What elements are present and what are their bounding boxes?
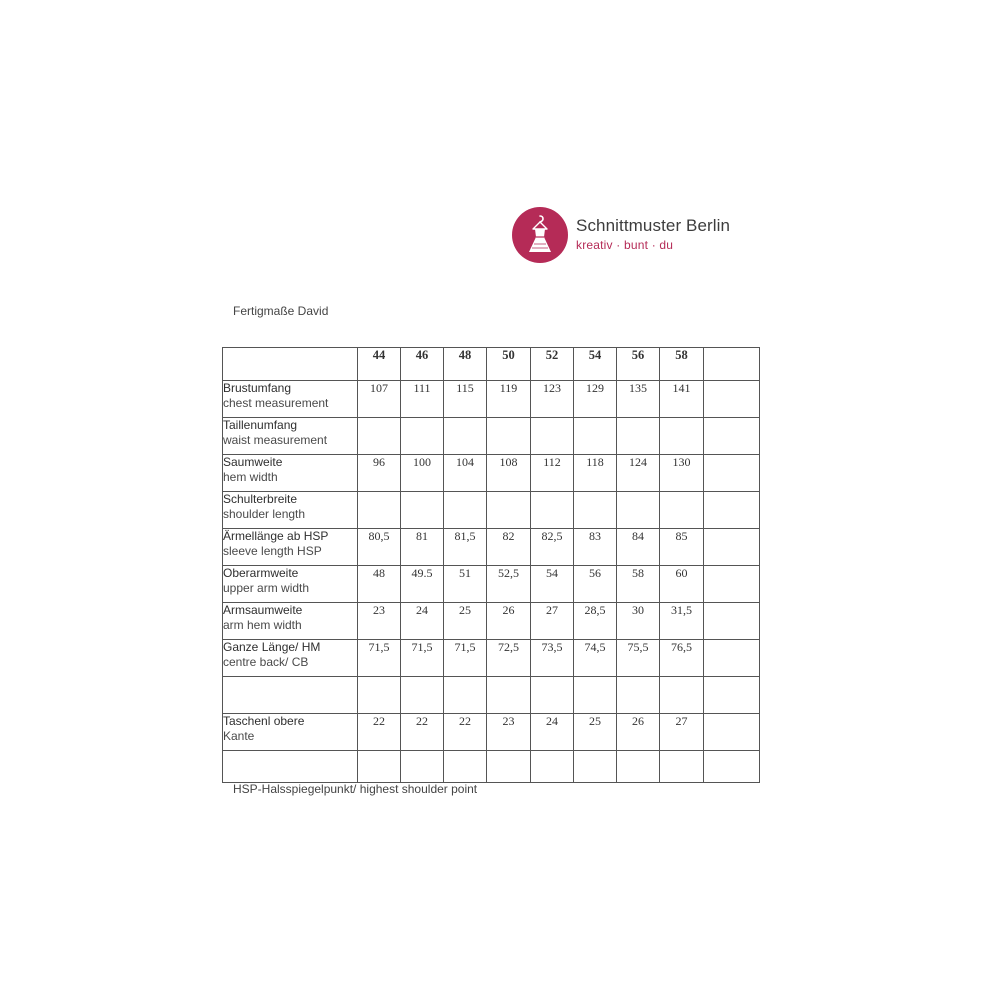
size-header-cell: 52: [531, 348, 574, 381]
measurement-value-cell: 118: [574, 455, 617, 492]
measurement-value-cell: 23: [487, 714, 531, 751]
measurement-value-cell: [660, 418, 704, 455]
size-chart-table: [222, 347, 760, 783]
measurement-value-cell: [401, 492, 444, 529]
measurement-value-cell: 24: [531, 714, 574, 751]
measurement-value-cell: [574, 418, 617, 455]
measurement-value-cell: 25: [444, 603, 487, 640]
measurement-label-en: Kante: [223, 729, 255, 743]
measurement-value-cell: [444, 492, 487, 529]
measurement-value-cell: 82: [487, 529, 531, 566]
measurement-label-de: Ganze Länge/ HM: [223, 640, 321, 654]
measurement-value-cell: 26: [617, 714, 660, 751]
table-row: [223, 714, 760, 751]
measurement-label-cell: [223, 566, 358, 603]
empty-extra-cell: [704, 492, 760, 529]
empty-extra-cell: [704, 381, 760, 418]
measurement-value-cell: 54: [531, 566, 574, 603]
measurement-value-cell: 104: [444, 455, 487, 492]
measurement-value-cell: [660, 751, 704, 783]
measurement-label-cell: [223, 492, 358, 529]
measurement-value-cell: 60: [660, 566, 704, 603]
empty-extra-cell: [704, 677, 760, 714]
measurement-label-de: Schulterbreite: [223, 492, 298, 506]
measurement-value-cell: 107: [358, 381, 401, 418]
measurement-value-cell: 52,5: [487, 566, 531, 603]
measurement-value-cell: [660, 677, 704, 714]
measurement-value-cell: [574, 677, 617, 714]
measurement-value-cell: 58: [617, 566, 660, 603]
footnote: HSP-Halsspiegelpunkt/ highest shoulder point: [233, 782, 478, 796]
measurement-label-en: waist measurement: [223, 433, 328, 447]
measurement-value-cell: 22: [444, 714, 487, 751]
measurement-value-cell: 72,5: [487, 640, 531, 677]
empty-extra-cell: [704, 529, 760, 566]
measurement-value-cell: 71,5: [444, 640, 487, 677]
measurement-value-cell: 135: [617, 381, 660, 418]
table-row: [223, 566, 760, 603]
size-header-cell: 44: [358, 348, 401, 381]
measurement-value-cell: 84: [617, 529, 660, 566]
measurement-label-cell: [223, 529, 358, 566]
empty-extra-cell: [704, 640, 760, 677]
measurement-label-en: hem width: [223, 470, 278, 484]
measurement-value-cell: 129: [574, 381, 617, 418]
table-row: [223, 640, 760, 677]
measurement-value-cell: 108: [487, 455, 531, 492]
measurement-label-de: Brustumfang: [223, 381, 292, 395]
size-header-cell: 54: [574, 348, 617, 381]
measurement-label-en: centre back/ CB: [223, 655, 309, 669]
measurement-value-cell: 31,5: [660, 603, 704, 640]
measurement-value-cell: [358, 677, 401, 714]
measurement-label-de: Saumweite: [223, 455, 283, 469]
measurement-value-cell: 49.5: [401, 566, 444, 603]
measurement-value-cell: [358, 492, 401, 529]
measurement-value-cell: 22: [358, 714, 401, 751]
empty-extra-cell: [704, 751, 760, 783]
measurement-value-cell: 85: [660, 529, 704, 566]
measurement-value-cell: [531, 677, 574, 714]
measurement-value-cell: [444, 751, 487, 783]
table-row: [223, 418, 760, 455]
table-row: [223, 381, 760, 418]
dress-on-hanger-icon: [512, 207, 568, 263]
measurement-value-cell: 48: [358, 566, 401, 603]
measurement-value-cell: [487, 418, 531, 455]
measurement-value-cell: 74,5: [574, 640, 617, 677]
measurement-value-cell: 27: [531, 603, 574, 640]
measurement-value-cell: [574, 492, 617, 529]
measurement-value-cell: 28,5: [574, 603, 617, 640]
measurement-value-cell: 76,5: [660, 640, 704, 677]
measurement-value-cell: 123: [531, 381, 574, 418]
measurement-label-en: arm hem width: [223, 618, 302, 632]
measurement-value-cell: 23: [358, 603, 401, 640]
measurement-label-de: Ärmellänge ab HSP: [223, 529, 329, 543]
measurement-value-cell: 130: [660, 455, 704, 492]
measurement-value-cell: [401, 751, 444, 783]
measurement-value-cell: 81,5: [444, 529, 487, 566]
measurement-value-cell: 141: [660, 381, 704, 418]
brand-tagline: kreativ · bunt · du: [576, 238, 674, 252]
size-header-cell: 58: [660, 348, 704, 381]
measurement-value-cell: 27: [660, 714, 704, 751]
measurement-value-cell: [487, 677, 531, 714]
measurement-value-cell: 80,5: [358, 529, 401, 566]
table-row: [223, 603, 760, 640]
measurement-label-en: shoulder length: [223, 507, 306, 521]
measurement-value-cell: [358, 751, 401, 783]
measurement-value-cell: [574, 751, 617, 783]
measurement-label-cell: [223, 714, 358, 751]
measurement-value-cell: [531, 751, 574, 783]
empty-extra-cell: [704, 603, 760, 640]
empty-extra-cell: [704, 714, 760, 751]
measurement-value-cell: 96: [358, 455, 401, 492]
table-row: [223, 529, 760, 566]
measurement-value-cell: 81: [401, 529, 444, 566]
empty-extra-cell: [704, 348, 760, 381]
measurement-value-cell: [617, 677, 660, 714]
measurement-value-cell: 112: [531, 455, 574, 492]
measurement-label-cell: [223, 455, 358, 492]
measurement-value-cell: [617, 418, 660, 455]
measurement-label-cell: [223, 751, 358, 783]
table-row: [223, 455, 760, 492]
table-row: [223, 677, 760, 714]
table-row: [223, 492, 760, 529]
measurement-value-cell: [444, 677, 487, 714]
measurement-label-en: sleeve length HSP: [223, 544, 322, 558]
measurement-value-cell: [617, 492, 660, 529]
size-header-cell: 46: [401, 348, 444, 381]
measurement-label-en: upper arm width: [223, 581, 310, 595]
measurement-label-cell: [223, 640, 358, 677]
measurement-value-cell: [660, 492, 704, 529]
brand-name: Schnittmuster Berlin: [576, 216, 731, 235]
size-header-cell: 56: [617, 348, 660, 381]
measurement-label-de: Oberarmweite: [223, 566, 299, 580]
measurement-value-cell: 111: [401, 381, 444, 418]
measurement-value-cell: [487, 492, 531, 529]
measurement-value-cell: [401, 418, 444, 455]
measurement-value-cell: 71,5: [401, 640, 444, 677]
measurement-value-cell: 75,5: [617, 640, 660, 677]
measurement-value-cell: [444, 418, 487, 455]
empty-extra-cell: [704, 566, 760, 603]
table-row: [223, 751, 760, 783]
measurement-value-cell: [531, 418, 574, 455]
brand-logo: [512, 205, 772, 265]
measurement-label-cell: [223, 677, 358, 714]
size-header-cell: 50: [487, 348, 531, 381]
measurement-value-cell: 71,5: [358, 640, 401, 677]
measurement-value-cell: 119: [487, 381, 531, 418]
measurement-value-cell: [531, 492, 574, 529]
measurement-value-cell: 56: [574, 566, 617, 603]
measurement-value-cell: 51: [444, 566, 487, 603]
measurement-value-cell: 24: [401, 603, 444, 640]
measurement-value-cell: 100: [401, 455, 444, 492]
size-header-row: [223, 348, 760, 381]
measurement-label-cell: [223, 603, 358, 640]
document-title: Fertigmaße David: [233, 304, 329, 318]
measurement-label-de: Taschenl obere: [223, 714, 305, 728]
measurement-label-en: chest measurement: [223, 396, 329, 410]
measurement-value-cell: 82,5: [531, 529, 574, 566]
measurement-value-cell: [401, 677, 444, 714]
measurement-value-cell: 115: [444, 381, 487, 418]
measurement-label-de: Taillenumfang: [223, 418, 298, 432]
measurement-value-cell: [358, 418, 401, 455]
measurement-value-cell: 25: [574, 714, 617, 751]
measurement-value-cell: [487, 751, 531, 783]
measurement-value-cell: [617, 751, 660, 783]
header-corner-cell: [223, 348, 358, 381]
empty-extra-cell: [704, 418, 760, 455]
measurement-label-cell: [223, 381, 358, 418]
measurement-label-de: Armsaumweite: [223, 603, 303, 617]
empty-extra-cell: [704, 455, 760, 492]
measurement-value-cell: 22: [401, 714, 444, 751]
measurement-value-cell: 124: [617, 455, 660, 492]
measurement-label-cell: [223, 418, 358, 455]
measurement-value-cell: 30: [617, 603, 660, 640]
measurement-value-cell: 26: [487, 603, 531, 640]
measurement-value-cell: 73,5: [531, 640, 574, 677]
measurement-value-cell: 83: [574, 529, 617, 566]
size-header-cell: 48: [444, 348, 487, 381]
